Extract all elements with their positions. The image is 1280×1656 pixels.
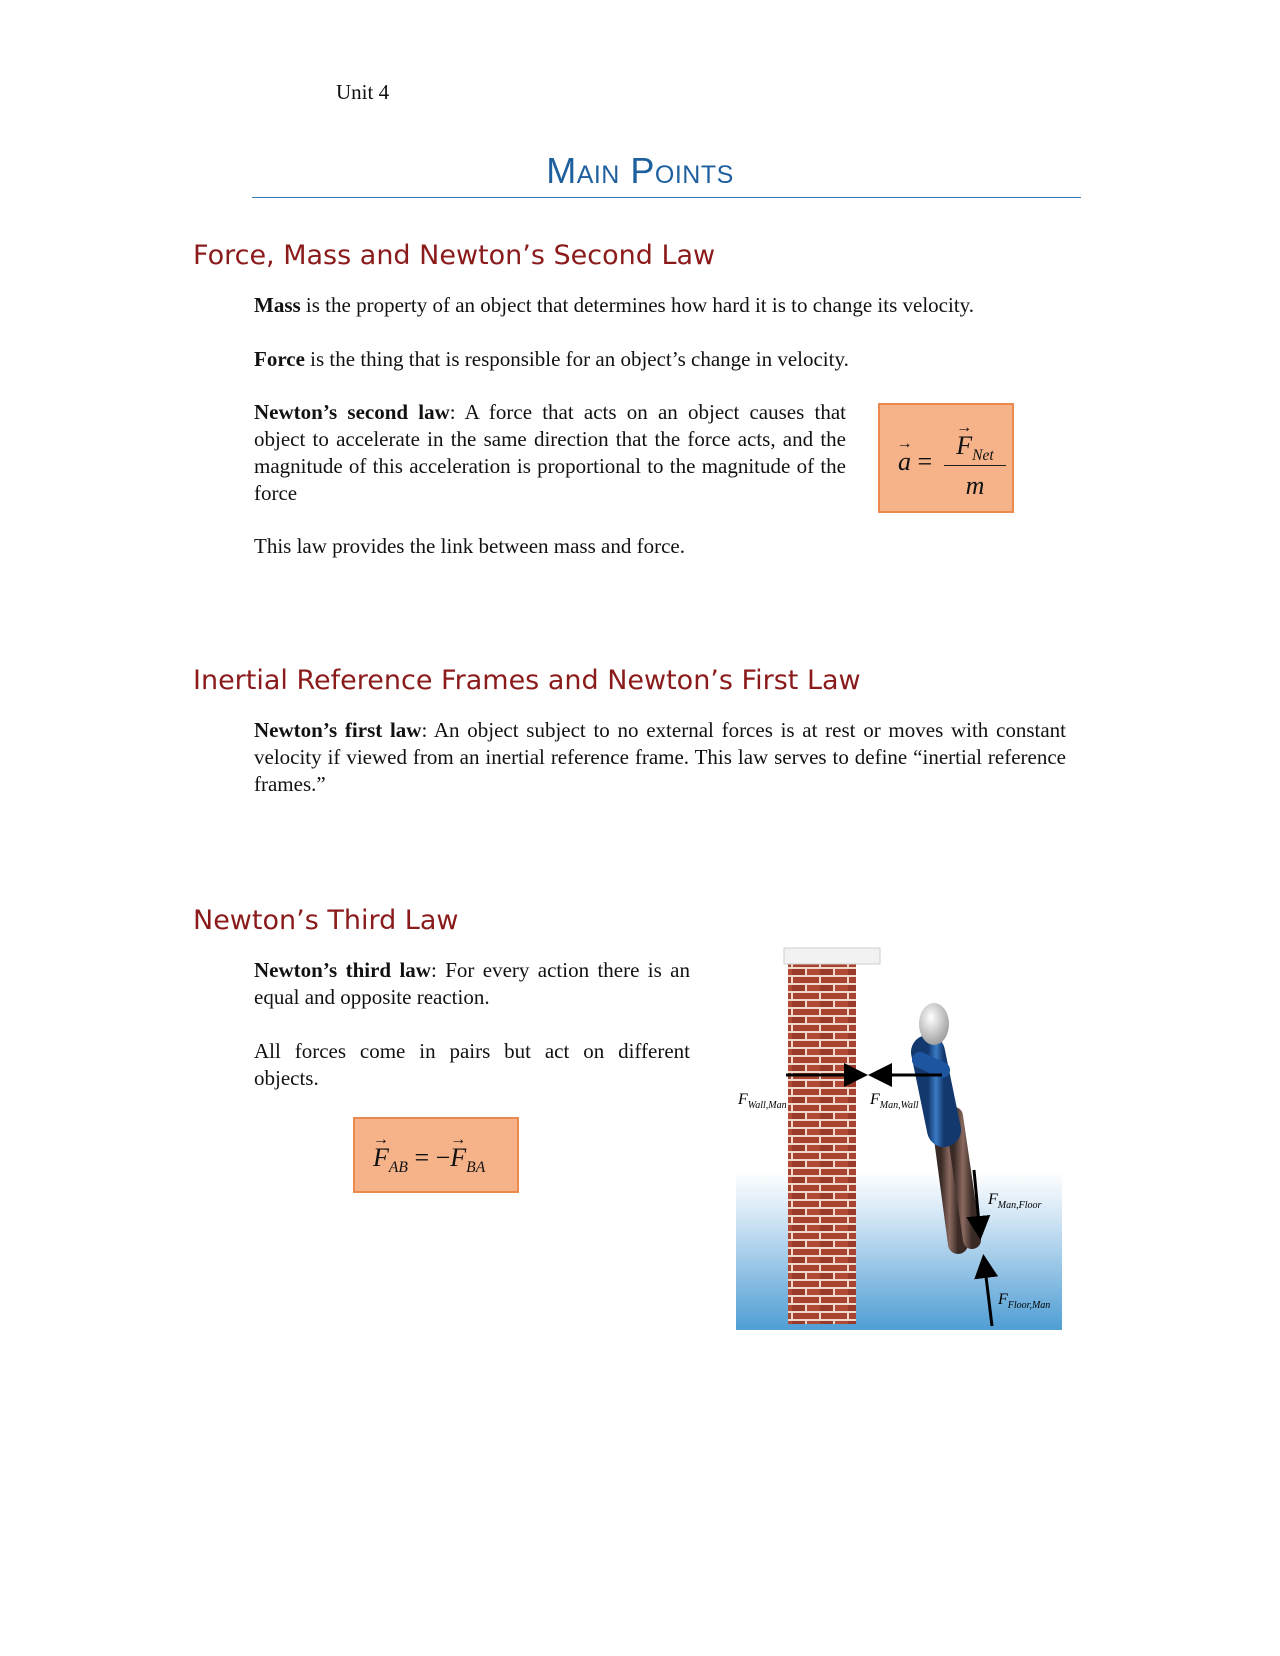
label-f: F	[998, 1291, 1008, 1308]
formula-ab-subscript: AB	[388, 1159, 408, 1177]
formula-ba-subscript: BA	[466, 1159, 486, 1177]
third-law-definition	[254, 957, 690, 1011]
formula-force-symbol: → F	[956, 431, 972, 461]
unit-label: Unit 4	[336, 80, 390, 104]
third-law-term: Newton’s third law	[254, 958, 431, 982]
label-f: F	[870, 1091, 880, 1108]
formula-fba-symbol: → F	[450, 1143, 466, 1173]
section-heading-first-law: Inertial Reference Frames and Newton’s First Law	[193, 665, 861, 696]
label-man-floor-subscript: Man,Floor	[997, 1200, 1042, 1211]
formula-net-subscript: Net	[972, 447, 994, 465]
man-head	[919, 1003, 949, 1045]
mass-term: Mass	[254, 293, 301, 317]
second-law-text: : A force that acts on an object causes that object to accelerate in the same direction that the force acts, and the magnitude of this acceleration is proportional to the magnitude of the force	[254, 400, 846, 505]
force-definition	[254, 346, 1054, 373]
label-wall-man	[737, 1091, 787, 1111]
wall-push-illustration	[736, 944, 1062, 1330]
third-law-text: : For every action there is an equal and opposite reaction.	[254, 958, 691, 1009]
section-heading-second-law: Force, Mass and Newton’s Second Law	[193, 240, 716, 271]
wall-cap	[784, 948, 880, 964]
first-law-term: Newton’s first law	[254, 718, 422, 742]
fraction-bar	[944, 465, 1006, 466]
mass-force-link: This law provides the link between mass and force.	[254, 534, 685, 558]
brick-wall	[788, 962, 856, 1324]
page-title: Main Points	[546, 150, 734, 191]
label-man-wall-subscript: Man,Wall	[879, 1100, 919, 1111]
formula-equals-minus: = −	[414, 1143, 451, 1172]
label-f: F	[988, 1191, 998, 1208]
first-law-text: : An object subject to no external forces is at rest or moves with constant velocity if viewed from an inertial reference frame. This law serves to define “inertial reference frames.”	[254, 718, 1067, 796]
formula-fab-symbol: → F	[373, 1143, 389, 1173]
label-floor-man-subscript: Floor,Man	[1007, 1300, 1051, 1311]
mass-definition	[254, 292, 1054, 319]
formula-mass-symbol: m	[965, 471, 985, 500]
third-law-formula	[353, 1117, 519, 1193]
formula-accel-symbol: → a	[898, 447, 911, 477]
section-heading-third-law: Newton’s Third Law	[193, 905, 459, 936]
label-wall-man-subscript: Wall,Man	[747, 1100, 787, 1111]
formula-equals: =	[917, 447, 933, 476]
second-law-definition	[254, 399, 846, 507]
first-law-definition	[254, 717, 1066, 798]
mass-text: is the property of an object that determines how hard it is to change its velocity.	[300, 293, 975, 317]
man-shoulder	[920, 1060, 942, 1070]
label-f: F	[738, 1091, 748, 1108]
title-divider	[252, 197, 1081, 198]
label-man-wall	[869, 1091, 919, 1111]
second-law-term: Newton’s second law	[254, 400, 450, 424]
force-term: Force	[254, 347, 305, 371]
force-text: is the thing that is responsible for an object’s change in velocity.	[304, 347, 849, 371]
second-law-formula	[878, 403, 1014, 513]
force-pairs-text: All forces come in pairs but act on different objects.	[254, 1039, 690, 1090]
